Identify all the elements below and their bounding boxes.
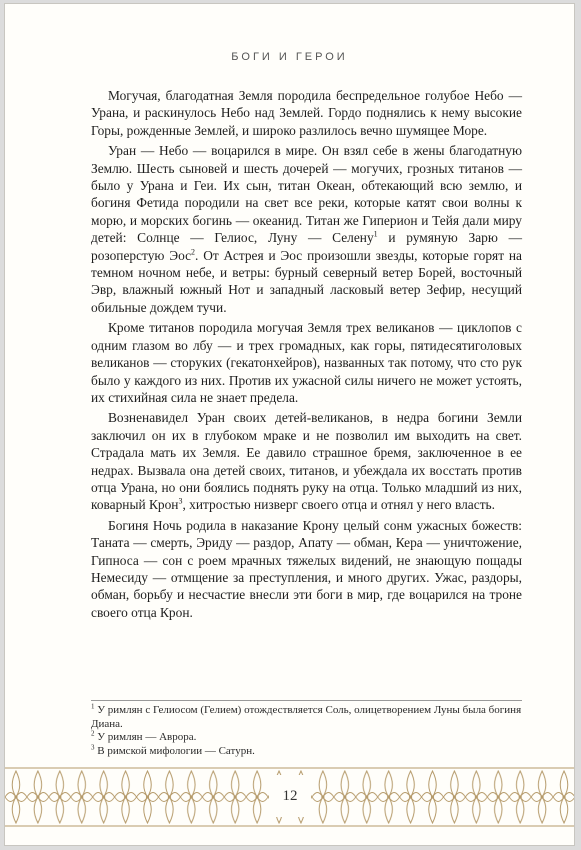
footnote-ref-2[interactable]: 2 [191,247,196,257]
paragraph-2: Уран — Небо — воцарился в мире. Он взял себе в жены благодатную Землю. Шесть сыновей и шесть дочерей — могучих, грозных титанов — было у Урана и Геи. Их сын, титан Океан, обтекающий всю землю, и богиня Фетида породили на свет все реки, которые катят свои волны к морю, и морских богинь — океанид. Титан же Гиперион и Тейя дали миру детей: Солнце — Гелиос, Луну — Селену$^1$ и румяную Зарю — розоперстую Эос$^2$. От Астрея и Эос произошли звезды, которые горят на темном ночном небе, и ветры: бурный северный ветер Борей, восточный Эвр, влажный южный Нот и западный ласковый ветер Зефир, несущий обильные дождем тучи. [91,143,522,315]
paragraph-3: Кроме титанов породила могучая Земля трех великанов — циклопов с одним глазом во лбу — и трех громадных, как горы, пятидесятиголовых великанов — сторуких (гекатонхейров), названных так потому, что сто рук было у каждого из них. Против их ужасной силы ничего не может устоять, их стихийная сила не знает предела. [91,320,522,405]
book-page [4,3,575,846]
paragraph-1: Могучая, благодатная Земля породила беспредельное голубое Небо — Урана, и раскинулось Небо над Землей. Гордо поднялись к нему высокие Горы, рожденные Землей, и широко разлилось вечно шумящее Море. [91,88,522,138]
footnote-2: $^2$ У римлян — Аврора. [91,729,197,744]
paragraph-5: Богиня Ночь родила в наказание Крону целый сонм ужасных божеств: Таната — смерть, Эриду — раздор, Апату — обман, Кера — уничтожение, Гипноса — сон с роем мрачных тяжелых видений, не знающую пощады Немесиду — отмщение за преступления, и много других. Ужас, раздоры, обман, борьбу и несчастие внесли эти боги в мир, где воцарился на троне своего отца Крон. [91,517,522,620]
page-number: 12 [269,775,311,817]
footnotes [91,704,522,758]
footnote-1: $^1$ У римлян с Гелиосом (Гелием) отождествляется Соль, олицетворением Луны была богиня Диана. [91,702,522,730]
footnote-ref-3[interactable]: 3 [178,496,183,506]
paragraph-4: Возненавидел Уран своих детей-великанов, в недра богини Земли заключил он их в глубоком мраке и не позволил им выходить на свет. Страдала мать их Земля. Ее давило страшное бремя, заключенное в ее недрах. Вызвала она детей своих, титанов, и убеждала их восстать против отца Урана, но они боялись поднять руку на отца. Только младший из них, коварный Крон$^3$, хитростью низверг своего отца и отнял у него власть. [91,410,522,513]
main-text [91,87,522,624]
footnote-ref-1[interactable]: 1 [373,229,378,239]
footnote-3: $^3$ В римской мифологии — Сатурн. [91,743,255,757]
footnote-divider [91,700,522,701]
running-head: БОГИ И ГЕРОИ [231,51,348,63]
